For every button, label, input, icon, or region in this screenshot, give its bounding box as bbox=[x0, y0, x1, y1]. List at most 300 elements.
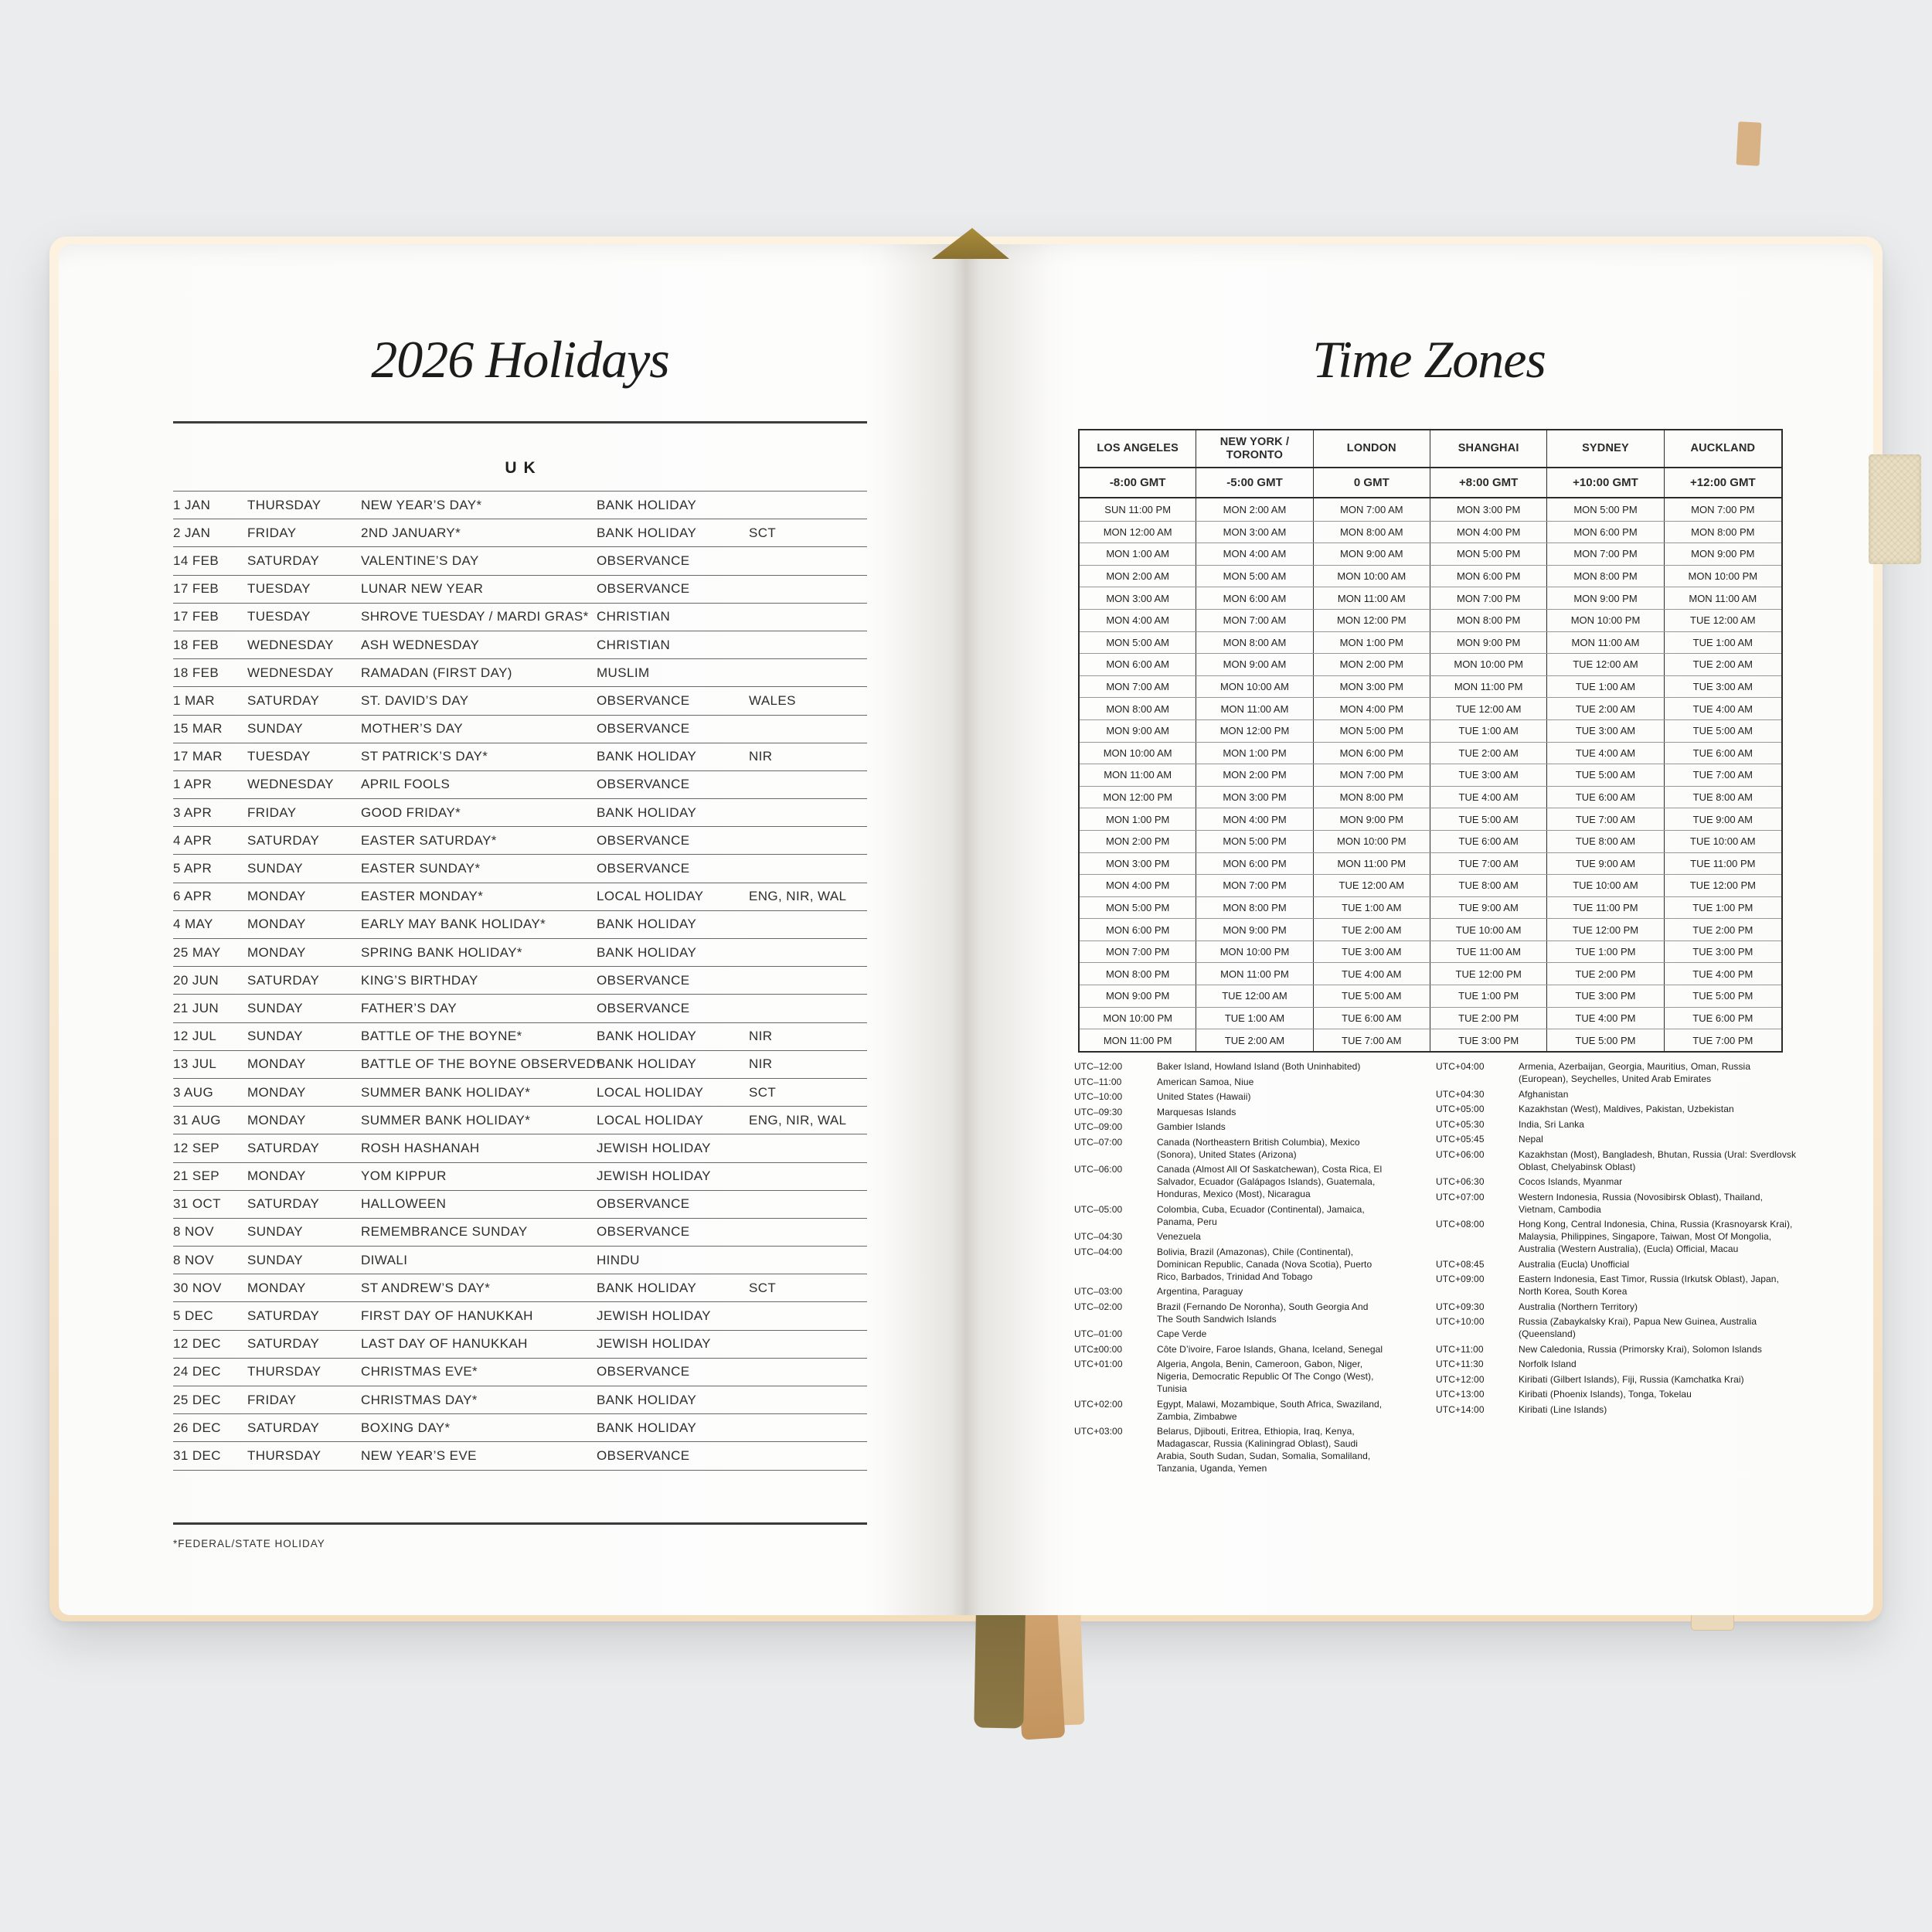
utc-zone-entry bbox=[1074, 1230, 1385, 1243]
holiday-name: BATTLE OF THE BOYNE OBSERVED* bbox=[361, 1056, 602, 1072]
time-cell-london: TUE 2:00 AM bbox=[1314, 919, 1430, 940]
holiday-name: SUMMER BANK HOLIDAY* bbox=[361, 1112, 531, 1128]
utc-regions: Cocos Islands, Myanmar bbox=[1519, 1176, 1623, 1187]
timezone-row bbox=[1080, 631, 1781, 654]
utc-offset-label: UTC+04:30 bbox=[1436, 1088, 1485, 1100]
holiday-weekday: WEDNESDAY bbox=[247, 637, 334, 652]
utc-zone-entry bbox=[1436, 1258, 1799, 1270]
holiday-region: NIR bbox=[749, 749, 773, 764]
time-cell-shanghai: TUE 7:00 AM bbox=[1430, 853, 1547, 875]
holiday-date: 31 AUG bbox=[173, 1112, 221, 1128]
holiday-date: 5 DEC bbox=[173, 1308, 214, 1324]
holiday-type: OBSERVANCE bbox=[597, 861, 690, 876]
time-cell-los-angeles: MON 11:00 PM bbox=[1080, 1029, 1196, 1051]
timezone-row bbox=[1080, 985, 1781, 1007]
time-cell-los-angeles: MON 10:00 PM bbox=[1080, 1008, 1196, 1029]
time-cell-new-york-toronto: TUE 12:00 AM bbox=[1196, 985, 1313, 1007]
utc-offset-label: UTC+02:00 bbox=[1074, 1398, 1123, 1410]
utc-offset-label: UTC–07:00 bbox=[1074, 1136, 1123, 1148]
time-cell-london: MON 3:00 PM bbox=[1314, 676, 1430, 698]
holiday-row bbox=[173, 1163, 867, 1191]
utc-zone-entry bbox=[1436, 1343, 1799, 1355]
holiday-date: 2 JAN bbox=[173, 525, 211, 540]
time-cell-new-york-toronto: MON 5:00 AM bbox=[1196, 566, 1313, 587]
utc-offset-label: UTC–06:00 bbox=[1074, 1164, 1123, 1175]
bookmark-ribbon-top bbox=[1736, 121, 1762, 165]
holiday-type: BANK HOLIDAY bbox=[597, 1280, 697, 1295]
holiday-date: 30 NOV bbox=[173, 1280, 222, 1295]
holiday-row bbox=[173, 1274, 867, 1302]
holiday-date: 15 MAR bbox=[173, 721, 223, 736]
holiday-type: JEWISH HOLIDAY bbox=[597, 1308, 711, 1324]
holiday-name: EASTER MONDAY* bbox=[361, 889, 484, 904]
holiday-date: 31 OCT bbox=[173, 1196, 221, 1212]
utc-regions: Belarus, Djibouti, Eritrea, Ethiopia, Iraq, Kenya, Madagascar, Russia (Kaliningrad Oblast), Saudi Arabia, South Sudan, Sudan, Somalia, Somaliland, Tanzania, Uganda, Yemen bbox=[1157, 1426, 1371, 1474]
holiday-weekday: SATURDAY bbox=[247, 1196, 320, 1212]
holiday-date: 6 APR bbox=[173, 889, 213, 904]
holiday-name: ROSH HASHANAH bbox=[361, 1140, 480, 1155]
time-cell-new-york-toronto: MON 11:00 AM bbox=[1196, 698, 1313, 719]
holiday-row bbox=[173, 1359, 867, 1386]
time-cell-london: TUE 6:00 AM bbox=[1314, 1008, 1430, 1029]
holiday-weekday: FRIDAY bbox=[247, 1392, 297, 1407]
timezone-gmt-offset: +10:00 GMT bbox=[1547, 468, 1664, 497]
time-cell-los-angeles: MON 9:00 AM bbox=[1080, 720, 1196, 742]
utc-zone-entry bbox=[1074, 1425, 1385, 1475]
holiday-weekday: TUESDAY bbox=[247, 581, 311, 597]
utc-regions: Canada (Almost All Of Saskatchewan), Costa Rica, El Salvador, Ecuador (Galápagos Islands), Guatemala, Honduras, Mexico (Most), Nicaragua bbox=[1157, 1164, 1383, 1199]
timezone-row bbox=[1080, 675, 1781, 698]
holiday-name: SHROVE TUESDAY / MARDI GRAS* bbox=[361, 609, 589, 624]
holiday-name: CHRISTMAS EVE* bbox=[361, 1364, 478, 1379]
holiday-type: BANK HOLIDAY bbox=[597, 1392, 697, 1407]
holiday-weekday: SATURDAY bbox=[247, 972, 320, 988]
time-cell-auckland: TUE 2:00 PM bbox=[1692, 923, 1753, 936]
holiday-date: 21 JUN bbox=[173, 1000, 219, 1015]
holiday-name: ASH WEDNESDAY bbox=[361, 637, 480, 652]
holiday-weekday: MONDAY bbox=[247, 1056, 306, 1072]
holiday-row bbox=[173, 1134, 867, 1162]
holidays-footnote: *FEDERAL/STATE HOLIDAY bbox=[173, 1538, 325, 1549]
holiday-weekday: MONDAY bbox=[247, 1112, 306, 1128]
holiday-name: GOOD FRIDAY* bbox=[361, 804, 461, 820]
time-cell-london: MON 6:00 PM bbox=[1314, 743, 1430, 764]
utc-zone-entry bbox=[1436, 1191, 1799, 1216]
holiday-row bbox=[173, 519, 867, 547]
holiday-date: 18 FEB bbox=[173, 665, 219, 680]
timezone-gmt-offset: +12:00 GMT bbox=[1690, 476, 1756, 489]
holiday-row bbox=[173, 576, 867, 604]
utc-regions: Venezuela bbox=[1157, 1231, 1201, 1242]
holiday-type: BANK HOLIDAY bbox=[597, 749, 697, 764]
time-cell-sydney: TUE 2:00 PM bbox=[1547, 963, 1664, 985]
time-cell-sydney: TUE 5:00 PM bbox=[1547, 1029, 1664, 1051]
utc-zone-entry bbox=[1074, 1060, 1385, 1073]
holiday-weekday: MONDAY bbox=[247, 1280, 306, 1295]
utc-regions: Baker Island, Howland Island (Both Uninhabited) bbox=[1157, 1061, 1361, 1072]
holiday-weekday: SATURDAY bbox=[247, 692, 320, 708]
time-cell-sydney: TUE 12:00 AM bbox=[1547, 654, 1664, 675]
utc-zone-entry bbox=[1436, 1403, 1799, 1416]
utc-offset-label: UTC+05:30 bbox=[1436, 1118, 1485, 1130]
holiday-weekday: SUNDAY bbox=[247, 1224, 303, 1240]
time-cell-sydney: TUE 10:00 AM bbox=[1547, 875, 1664, 896]
utc-offset-label: UTC–09:00 bbox=[1074, 1121, 1123, 1132]
time-cell-new-york-toronto: MON 10:00 AM bbox=[1196, 676, 1313, 698]
holiday-row bbox=[173, 827, 867, 855]
time-cell-new-york-toronto: MON 10:00 PM bbox=[1196, 941, 1313, 963]
holiday-name: LAST DAY OF HANUKKAH bbox=[361, 1336, 528, 1352]
holiday-region: NIR bbox=[749, 1029, 773, 1044]
utc-offset-label: UTC+06:00 bbox=[1436, 1148, 1485, 1160]
holiday-name: EASTER SATURDAY* bbox=[361, 832, 497, 848]
time-cell-london: MON 10:00 PM bbox=[1314, 831, 1430, 852]
time-cell-shanghai: MON 8:00 PM bbox=[1430, 610, 1547, 631]
timezone-row bbox=[1080, 1007, 1781, 1029]
time-cell-london: MON 10:00 AM bbox=[1314, 566, 1430, 587]
utc-regions: Kazakhstan (Most), Bangladesh, Bhutan, Russia (Ural: Sverdlovsk Oblast, Chelyabinsk Oblast) bbox=[1519, 1148, 1797, 1172]
holiday-weekday: SUNDAY bbox=[247, 721, 303, 736]
time-cell-sydney: MON 5:00 PM bbox=[1547, 498, 1664, 521]
holiday-row bbox=[173, 1191, 867, 1219]
timezone-row bbox=[1080, 742, 1781, 764]
time-cell-shanghai: TUE 5:00 AM bbox=[1430, 808, 1547, 830]
timezone-row bbox=[1080, 719, 1781, 742]
holiday-name: DIWALI bbox=[361, 1252, 408, 1267]
time-cell-los-angeles: MON 7:00 PM bbox=[1080, 941, 1196, 963]
holiday-type: OBSERVANCE bbox=[597, 1447, 690, 1463]
holiday-weekday: WEDNESDAY bbox=[247, 665, 334, 680]
time-cell-auckland: TUE 7:00 AM bbox=[1692, 769, 1753, 781]
time-cell-auckland: TUE 3:00 PM bbox=[1692, 946, 1753, 958]
utc-regions: United States (Hawaii) bbox=[1157, 1091, 1251, 1102]
timezone-row bbox=[1080, 653, 1781, 675]
utc-regions: Marquesas Islands bbox=[1157, 1106, 1236, 1117]
time-cell-los-angeles: MON 1:00 PM bbox=[1080, 808, 1196, 830]
utc-regions: Argentina, Paraguay bbox=[1157, 1286, 1243, 1297]
holiday-row bbox=[173, 939, 867, 967]
utc-regions: Western Indonesia, Russia (Novosibirsk Oblast), Thailand, Vietnam, Cambodia bbox=[1519, 1191, 1764, 1215]
utc-regions: Colombia, Cuba, Ecuador (Continental), Jamaica, Panama, Peru bbox=[1157, 1203, 1365, 1227]
time-cell-shanghai: TUE 9:00 AM bbox=[1430, 897, 1547, 919]
holiday-date: 3 APR bbox=[173, 804, 213, 820]
utc-zone-entry bbox=[1074, 1246, 1385, 1283]
holiday-name: CHRISTMAS DAY* bbox=[361, 1392, 478, 1407]
timezone-row bbox=[1080, 587, 1781, 609]
holiday-row bbox=[173, 1386, 867, 1414]
holiday-row bbox=[173, 1331, 867, 1359]
utc-offset-label: UTC+08:45 bbox=[1436, 1258, 1485, 1270]
utc-zone-entry bbox=[1436, 1373, 1799, 1386]
timezone-city-header: SHANGHAI bbox=[1430, 430, 1547, 467]
time-cell-london: MON 9:00 PM bbox=[1314, 808, 1430, 830]
utc-zone-entry bbox=[1436, 1133, 1799, 1145]
utc-offset-label: UTC+09:00 bbox=[1436, 1274, 1485, 1284]
time-cell-new-york-toronto: MON 12:00 PM bbox=[1196, 720, 1313, 742]
utc-zone-entry bbox=[1436, 1301, 1799, 1313]
utc-zone-entry bbox=[1436, 1103, 1799, 1115]
timezone-row bbox=[1080, 521, 1781, 543]
holiday-name: NEW YEAR’S DAY* bbox=[361, 497, 482, 512]
holiday-date: 1 JAN bbox=[173, 497, 211, 512]
time-cell-shanghai: TUE 2:00 AM bbox=[1430, 743, 1547, 764]
utc-offset-label: UTC+04:00 bbox=[1436, 1061, 1485, 1072]
country-section-label: UK bbox=[505, 459, 543, 477]
utc-zone-entry bbox=[1074, 1343, 1385, 1355]
time-cell-london: MON 12:00 PM bbox=[1314, 610, 1430, 631]
utc-offset-label: UTC+14:00 bbox=[1436, 1403, 1485, 1415]
utc-zone-entry bbox=[1074, 1121, 1385, 1133]
holiday-type: BANK HOLIDAY bbox=[597, 1029, 697, 1044]
utc-regions: Afghanistan bbox=[1519, 1088, 1569, 1100]
time-cell-sydney: TUE 11:00 PM bbox=[1547, 897, 1664, 919]
time-cell-london: MON 8:00 PM bbox=[1314, 787, 1430, 808]
holiday-type: LOCAL HOLIDAY bbox=[597, 1084, 704, 1100]
title-divider-rule bbox=[173, 421, 867, 423]
holiday-date: 12 SEP bbox=[173, 1140, 220, 1155]
time-cell-sydney: TUE 7:00 AM bbox=[1547, 808, 1664, 830]
utc-offset-label: UTC±00:00 bbox=[1074, 1343, 1123, 1355]
holiday-weekday: SATURDAY bbox=[247, 832, 320, 848]
holiday-name: ST. DAVID’S DAY bbox=[361, 692, 469, 708]
holiday-name: APRIL FOOLS bbox=[361, 777, 451, 792]
holiday-weekday: THURSDAY bbox=[247, 1447, 321, 1463]
utc-offset-list-right bbox=[1436, 1060, 1799, 1418]
utc-offset-label: UTC–03:00 bbox=[1074, 1286, 1123, 1297]
time-cell-new-york-toronto: MON 11:00 PM bbox=[1196, 963, 1313, 985]
holiday-region: NIR bbox=[749, 1056, 773, 1072]
time-cell-auckland: TUE 12:00 AM bbox=[1690, 614, 1756, 627]
time-cell-shanghai: TUE 1:00 PM bbox=[1430, 985, 1547, 1007]
utc-regions: Brazil (Fernando De Noronha), South Georgia And The South Sandwich Islands bbox=[1157, 1301, 1369, 1325]
holiday-date: 31 DEC bbox=[173, 1447, 221, 1463]
time-cell-auckland: TUE 2:00 AM bbox=[1692, 658, 1753, 671]
holiday-weekday: THURSDAY bbox=[247, 1364, 321, 1379]
time-cell-sydney: TUE 4:00 PM bbox=[1547, 1008, 1664, 1029]
time-cell-shanghai: TUE 8:00 AM bbox=[1430, 875, 1547, 896]
utc-offset-label: UTC–11:00 bbox=[1074, 1076, 1122, 1087]
holiday-type: MUSLIM bbox=[597, 665, 650, 680]
holiday-date: 5 APR bbox=[173, 861, 213, 876]
holiday-row bbox=[173, 631, 867, 659]
holidays-page-title: 2026 Holidays bbox=[371, 330, 669, 389]
holiday-type: BANK HOLIDAY bbox=[597, 1056, 697, 1072]
time-cell-london: MON 8:00 AM bbox=[1314, 522, 1430, 543]
holiday-type: BANK HOLIDAY bbox=[597, 944, 697, 960]
holiday-name: BATTLE OF THE BOYNE* bbox=[361, 1029, 522, 1044]
holiday-type: BANK HOLIDAY bbox=[597, 525, 697, 540]
time-cell-los-angeles: MON 3:00 PM bbox=[1080, 853, 1196, 875]
holiday-name: SPRING BANK HOLIDAY* bbox=[361, 944, 522, 960]
utc-regions: Australia (Northern Territory) bbox=[1519, 1301, 1638, 1312]
holidays-table bbox=[173, 491, 867, 1471]
time-cell-los-angeles: MON 7:00 AM bbox=[1080, 676, 1196, 698]
holiday-region: SCT bbox=[749, 1280, 777, 1295]
timezones-page-title: Time Zones bbox=[1312, 330, 1546, 389]
holiday-name: KING’S BIRTHDAY bbox=[361, 972, 478, 988]
utc-regions: American Samoa, Niue bbox=[1157, 1076, 1254, 1087]
utc-offset-label: UTC+05:00 bbox=[1436, 1104, 1485, 1114]
holiday-name: NEW YEAR’S EVE bbox=[361, 1447, 477, 1463]
time-cell-sydney: TUE 9:00 AM bbox=[1547, 853, 1664, 875]
holiday-weekday: FRIDAY bbox=[247, 525, 297, 540]
utc-regions: Armenia, Azerbaijan, Georgia, Mauritius, Oman, Russia (European), Seychelles, United Arab Emirates bbox=[1519, 1061, 1751, 1084]
holiday-type: OBSERVANCE bbox=[597, 721, 690, 736]
utc-offset-label: UTC+11:30 bbox=[1436, 1359, 1484, 1369]
time-cell-auckland: TUE 4:00 AM bbox=[1692, 702, 1753, 715]
holiday-row bbox=[173, 911, 867, 939]
holiday-name: ST ANDREW’S DAY* bbox=[361, 1280, 491, 1295]
holiday-name: RAMADAN (FIRST DAY) bbox=[361, 665, 512, 680]
utc-zone-entry bbox=[1074, 1328, 1385, 1340]
time-cell-london: MON 11:00 AM bbox=[1314, 587, 1430, 609]
time-cell-los-angeles: MON 3:00 AM bbox=[1080, 587, 1196, 609]
holiday-name: FATHER’S DAY bbox=[361, 1000, 457, 1015]
holiday-type: LOCAL HOLIDAY bbox=[597, 1112, 704, 1128]
holiday-row bbox=[173, 771, 867, 799]
time-cell-shanghai: MON 9:00 PM bbox=[1430, 632, 1547, 654]
holiday-row bbox=[173, 659, 867, 687]
holiday-row bbox=[173, 1247, 867, 1274]
time-cell-new-york-toronto: MON 4:00 PM bbox=[1196, 808, 1313, 830]
time-cell-london: MON 11:00 PM bbox=[1314, 853, 1430, 875]
timezone-gmt-row bbox=[1080, 468, 1781, 498]
time-cell-los-angeles: MON 4:00 PM bbox=[1080, 875, 1196, 896]
holiday-name: VALENTINE’S DAY bbox=[361, 553, 479, 568]
holiday-weekday: SUNDAY bbox=[247, 861, 303, 876]
timezone-row bbox=[1080, 874, 1781, 896]
timezone-row bbox=[1080, 764, 1781, 786]
holiday-date: 17 FEB bbox=[173, 581, 219, 597]
holiday-weekday: WEDNESDAY bbox=[247, 777, 334, 792]
timezone-city-header: LOS ANGELES bbox=[1080, 430, 1196, 467]
time-cell-new-york-toronto: TUE 2:00 AM bbox=[1196, 1029, 1313, 1051]
time-cell-auckland: TUE 1:00 AM bbox=[1692, 636, 1753, 648]
holiday-row bbox=[173, 492, 867, 519]
holiday-row bbox=[173, 855, 867, 883]
time-cell-los-angeles: MON 5:00 AM bbox=[1080, 632, 1196, 654]
holiday-name: HALLOWEEN bbox=[361, 1196, 447, 1212]
utc-zone-entry bbox=[1436, 1273, 1799, 1298]
holiday-row bbox=[173, 716, 867, 743]
time-cell-auckland: MON 9:00 PM bbox=[1691, 548, 1755, 560]
holiday-name: YOM KIPPUR bbox=[361, 1168, 447, 1184]
holiday-name: FIRST DAY OF HANUKKAH bbox=[361, 1308, 533, 1324]
holiday-date: 8 NOV bbox=[173, 1224, 215, 1240]
timezone-gmt-offset: 0 GMT bbox=[1314, 468, 1430, 497]
time-cell-new-york-toronto: MON 8:00 PM bbox=[1196, 897, 1313, 919]
holiday-type: JEWISH HOLIDAY bbox=[597, 1140, 711, 1155]
utc-offset-label: UTC–02:00 bbox=[1074, 1301, 1123, 1312]
holiday-region: SCT bbox=[749, 1084, 777, 1100]
holiday-date: 26 DEC bbox=[173, 1420, 221, 1435]
holiday-row bbox=[173, 547, 867, 575]
time-cell-los-angeles: SUN 11:00 PM bbox=[1080, 498, 1196, 521]
time-cell-new-york-toronto: MON 2:00 AM bbox=[1196, 498, 1313, 521]
timezone-row bbox=[1080, 1029, 1781, 1051]
time-cell-shanghai: TUE 12:00 AM bbox=[1430, 698, 1547, 719]
time-cell-auckland: TUE 8:00 AM bbox=[1692, 791, 1753, 804]
time-cell-shanghai: MON 3:00 PM bbox=[1430, 498, 1547, 521]
holiday-date: 25 MAY bbox=[173, 944, 221, 960]
holiday-type: OBSERVANCE bbox=[597, 777, 690, 792]
time-cell-auckland: TUE 1:00 PM bbox=[1692, 901, 1753, 913]
utc-zone-entry bbox=[1074, 1358, 1385, 1395]
holiday-row bbox=[173, 967, 867, 995]
time-cell-auckland: TUE 9:00 AM bbox=[1692, 813, 1753, 825]
timezone-city-header: AUCKLAND bbox=[1690, 442, 1756, 455]
utc-zone-entry bbox=[1074, 1106, 1385, 1118]
holiday-type: JEWISH HOLIDAY bbox=[597, 1168, 711, 1184]
holiday-type: OBSERVANCE bbox=[597, 1196, 690, 1212]
holiday-row bbox=[173, 995, 867, 1022]
time-cell-shanghai: TUE 12:00 PM bbox=[1430, 963, 1547, 985]
utc-regions: Kazakhstan (West), Maldives, Pakistan, Uzbekistan bbox=[1519, 1104, 1734, 1114]
time-cell-london: TUE 7:00 AM bbox=[1314, 1029, 1430, 1051]
utc-offset-label: UTC–04:00 bbox=[1074, 1246, 1123, 1257]
holiday-row bbox=[173, 1414, 867, 1442]
time-cell-auckland: TUE 6:00 AM bbox=[1692, 747, 1753, 759]
holiday-weekday: MONDAY bbox=[247, 944, 306, 960]
time-cell-london: MON 2:00 PM bbox=[1314, 654, 1430, 675]
time-cell-shanghai: TUE 2:00 PM bbox=[1430, 1008, 1547, 1029]
time-cell-auckland: MON 11:00 AM bbox=[1689, 592, 1757, 604]
timezone-row bbox=[1080, 498, 1781, 521]
utc-regions: Norfolk Island bbox=[1519, 1359, 1577, 1369]
timezone-table bbox=[1078, 429, 1783, 1053]
utc-zone-entry bbox=[1074, 1203, 1385, 1228]
time-cell-sydney: TUE 1:00 AM bbox=[1547, 676, 1664, 698]
holiday-row bbox=[173, 1107, 867, 1134]
time-cell-los-angeles: MON 4:00 AM bbox=[1080, 610, 1196, 631]
time-cell-los-angeles: MON 8:00 AM bbox=[1080, 698, 1196, 719]
time-cell-london: MON 4:00 PM bbox=[1314, 698, 1430, 719]
timezone-row bbox=[1080, 896, 1781, 919]
holiday-date: 18 FEB bbox=[173, 637, 219, 652]
holiday-row bbox=[173, 1051, 867, 1079]
holiday-date: 13 JUL bbox=[173, 1056, 217, 1072]
timezone-city-header: NEW YORK / TORONTO bbox=[1196, 430, 1313, 467]
holiday-type: LOCAL HOLIDAY bbox=[597, 889, 704, 904]
time-cell-los-angeles: MON 6:00 PM bbox=[1080, 919, 1196, 940]
time-cell-auckland: TUE 4:00 PM bbox=[1692, 968, 1753, 980]
holiday-type: JEWISH HOLIDAY bbox=[597, 1336, 711, 1352]
holiday-row bbox=[173, 1302, 867, 1330]
utc-offset-label: UTC–04:30 bbox=[1074, 1231, 1123, 1242]
holiday-date: 3 AUG bbox=[173, 1084, 214, 1100]
utc-zone-entry bbox=[1074, 1301, 1385, 1325]
time-cell-los-angeles: MON 5:00 PM bbox=[1080, 897, 1196, 919]
time-cell-los-angeles: MON 10:00 AM bbox=[1080, 743, 1196, 764]
time-cell-shanghai: TUE 10:00 AM bbox=[1430, 919, 1547, 940]
utc-regions: Cape Verde bbox=[1157, 1328, 1207, 1339]
time-cell-new-york-toronto: MON 8:00 AM bbox=[1196, 632, 1313, 654]
time-cell-london: TUE 5:00 AM bbox=[1314, 985, 1430, 1007]
time-cell-los-angeles: MON 9:00 PM bbox=[1080, 985, 1196, 1007]
timezone-gmt-offset: -5:00 GMT bbox=[1196, 468, 1313, 497]
utc-zone-entry bbox=[1436, 1218, 1799, 1255]
holiday-region: ENG, NIR, WAL bbox=[749, 1112, 847, 1128]
utc-offset-label: UTC+13:00 bbox=[1436, 1389, 1485, 1400]
utc-zone-entry bbox=[1436, 1148, 1799, 1173]
holiday-name: ST PATRICK’S DAY* bbox=[361, 749, 488, 764]
timezone-gmt-offset: +8:00 GMT bbox=[1430, 468, 1547, 497]
holiday-date: 24 DEC bbox=[173, 1364, 221, 1379]
right-page bbox=[966, 244, 1873, 1615]
time-cell-sydney: TUE 5:00 AM bbox=[1547, 764, 1664, 786]
holiday-date: 4 APR bbox=[173, 832, 213, 848]
time-cell-auckland: MON 7:00 PM bbox=[1691, 503, 1755, 515]
